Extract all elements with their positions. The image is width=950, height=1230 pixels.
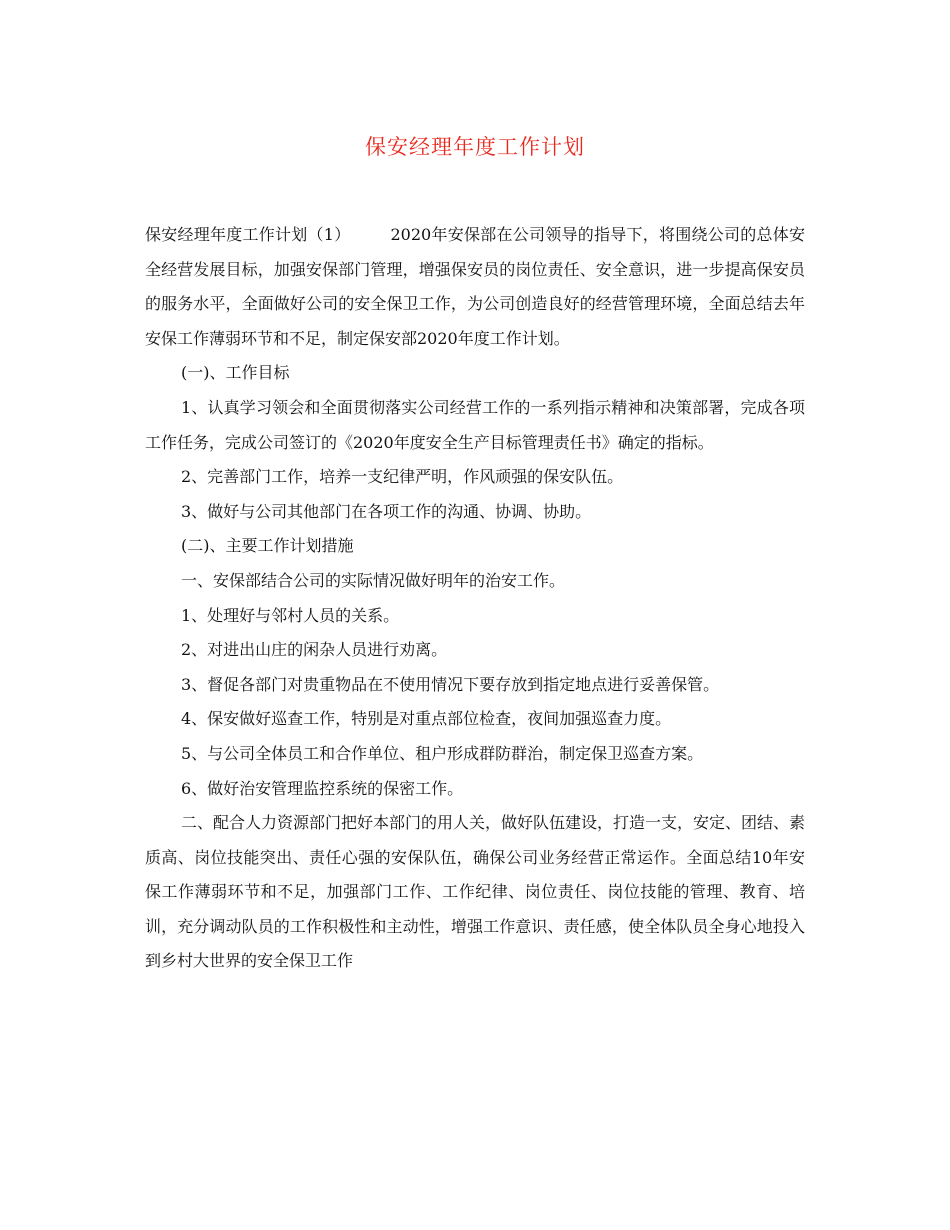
- section-heading-measures: (二)、主要工作计划措施: [181, 536, 354, 556]
- measure-item-3: 3、督促各部门对贵重物品在不使用情况下要存放到指定地点进行妥善保管。: [181, 674, 720, 694]
- document-title: 保安经理年度工作计划: [365, 135, 585, 159]
- measure-heading-1: 一、安保部结合公司的实际情况做好明年的治安工作。: [181, 570, 566, 590]
- measure-heading-2: 二、配合人力资源部门把好本部门的用人关，做好队伍建设，打造一支，安定、团结、素质高、岗位技能突出、责任心强的安保队伍，确保公司业务经营正常运作。全面总结10年安保工作薄弱环节和不足，加强部门工作、工作纪律、岗位责任、岗位技能的管理、教育、培训，充分调动队员的工作积极性和主动性，增强工作意识、责任感，使全体队员全身心地投入到乡村大世界的安全保卫工作: [145, 813, 806, 971]
- goal-item-3: 3、做好与公司其他部门在各项工作的沟通、协调、协助。: [181, 501, 592, 521]
- intro-text: 2020年安保部在公司领导的指导下，将围绕公司的总体安全经营发展目标，加强安保部门管理，增强保安员的岗位责任、安全意识，进一步提高保安员的服务水平，全面做好公司的安全保卫工作，为公司创造良好的经营管理环境，全面总结去年安保工作薄弱环节和不足，制定保安部2020年度工作计划。: [145, 225, 805, 348]
- goal-item-2: 2、完善部门工作，培养一支纪律严明，作风顽强的保安队伍。: [181, 467, 624, 487]
- section-heading-goals: (一)、工作目标: [181, 363, 290, 383]
- measure-item-5: 5、与公司全体员工和合作单位、租户形成群防群治，制定保卫巡查方案。: [181, 743, 704, 763]
- goal-item-1: 1、认真学习领会和全面贯彻落实公司经营工作的一系列指示精神和决策部署，完成各项工作任务，完成公司签订的《2020年度安全生产目标管理责任书》确定的指标。: [145, 397, 805, 452]
- measure-item-2: 2、对进出山庄的闲杂人员进行劝离。: [181, 640, 448, 660]
- measure-item-1: 1、处理好与邻村人员的关系。: [181, 605, 400, 625]
- measure-item-6: 6、做好治安管理监控系统的保密工作。: [181, 778, 464, 798]
- document-body: [145, 218, 805, 979]
- measure-item-4: 4、保安做好巡查工作，特别是对重点部位检查，夜间加强巡查力度。: [181, 709, 672, 729]
- intro-paragraph: [145, 218, 805, 356]
- intro-lead-title: 保安经理年度工作计划（1）: [145, 225, 351, 244]
